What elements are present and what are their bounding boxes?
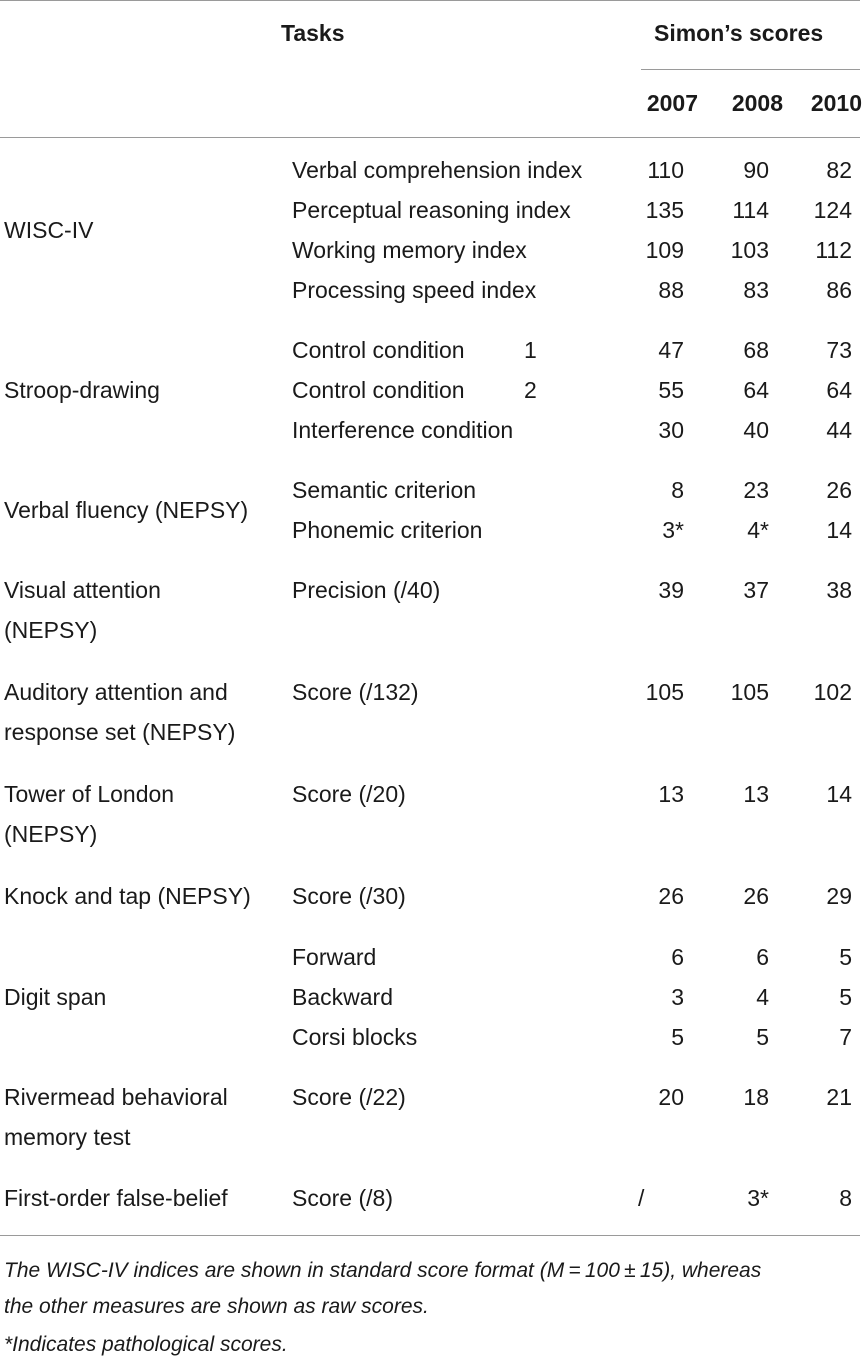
score-cell: 20 (658, 1084, 684, 1110)
measure-label: Corsi blocks (292, 1024, 418, 1050)
scores-header-rule (641, 69, 860, 70)
task-label: WISC-IV (4, 217, 94, 243)
score-cell: 4 (756, 984, 769, 1010)
score-cell: 112 (815, 237, 852, 263)
score-cell: 26 (743, 883, 769, 909)
score-cell: 13 (658, 781, 684, 807)
score-cell: 103 (730, 237, 769, 263)
score-cell: 5 (839, 984, 852, 1010)
score-cell: 5 (839, 944, 852, 970)
score-cell: 55 (658, 377, 684, 403)
measure-label: Score (/132) (292, 679, 419, 705)
score-cell: 86 (826, 277, 852, 303)
task-label: (NEPSY) (4, 617, 98, 643)
score-cell: 7 (839, 1024, 852, 1050)
footnote-2: the other measures are shown as raw scores. (4, 1295, 429, 1318)
year-2008-header: 2008 (731, 90, 783, 116)
task-label: Knock and tap (NEPSY) (4, 883, 251, 909)
task-label: response set (NEPSY) (4, 719, 236, 745)
score-cell: 26 (826, 477, 852, 503)
score-cell: 14 (826, 781, 852, 807)
measure-label: Verbal comprehension index (292, 157, 583, 183)
score-cell: 47 (658, 337, 684, 363)
score-cell: 23 (743, 477, 769, 503)
task-label: Tower of London (4, 781, 175, 807)
score-cell: 73 (826, 337, 852, 363)
task-label: Auditory attention and (4, 679, 228, 705)
score-cell: / (638, 1185, 645, 1211)
score-cell: 8 (671, 477, 684, 503)
score-cell: 6 (671, 944, 684, 970)
year-2010-header: 2010 (810, 90, 862, 116)
measure-label: Working memory index (292, 237, 527, 263)
score-cell: 124 (813, 197, 852, 223)
task-label: Stroop-drawing (4, 377, 160, 403)
score-cell: 105 (645, 679, 684, 705)
measure-label: Control condition (292, 337, 465, 363)
measure-label: Processing speed index (292, 277, 537, 303)
footnote-3: *Indicates pathological scores. (4, 1333, 288, 1356)
score-cell: 64 (743, 377, 769, 403)
score-cell: 6 (756, 944, 769, 970)
score-cell: 18 (743, 1084, 769, 1110)
score-cell: 3* (662, 517, 684, 543)
score-cell: 114 (732, 197, 769, 223)
score-cell: 68 (743, 337, 769, 363)
score-cell: 4* (747, 517, 769, 543)
score-cell: 40 (743, 417, 769, 443)
task-label: memory test (4, 1124, 131, 1150)
header-bottom-rule (0, 137, 860, 138)
score-cell: 39 (658, 577, 684, 603)
measure-label: Precision (/40) (292, 577, 441, 603)
measure-label: Perceptual reasoning index (292, 197, 571, 223)
footnote-1: The WISC-IV indices are shown in standard score format (M = 100 ± 15), whereas (4, 1259, 762, 1282)
score-cell: 135 (645, 197, 684, 223)
score-cell: 5 (671, 1024, 684, 1050)
measure-label: Phonemic criterion (292, 517, 483, 543)
measure-label: Backward (292, 984, 393, 1010)
score-cell: 110 (647, 157, 684, 183)
task-label: Rivermead behavioral (4, 1084, 228, 1110)
task-label: Verbal fluency (NEPSY) (4, 497, 249, 523)
score-cell: 83 (743, 277, 769, 303)
score-cell: 29 (826, 883, 852, 909)
task-label: Digit span (4, 984, 107, 1010)
task-label: (NEPSY) (4, 821, 98, 847)
task-label: First-order false-belief (4, 1185, 228, 1211)
measure-suffix: 1 (524, 337, 537, 363)
measure-label: Forward (292, 944, 377, 970)
score-cell: 102 (813, 679, 852, 705)
score-cell: 105 (730, 679, 769, 705)
measure-label: Score (/20) (292, 781, 406, 807)
measure-label: Control condition (292, 377, 465, 403)
score-cell: 13 (743, 781, 769, 807)
score-cell: 14 (826, 517, 852, 543)
measure-label: Score (/30) (292, 883, 406, 909)
measure-label: Score (/8) (292, 1185, 393, 1211)
score-cell: 64 (826, 377, 852, 403)
score-cell: 82 (826, 157, 852, 183)
year-2007-header: 2007 (646, 90, 698, 116)
score-cell: 44 (826, 417, 852, 443)
score-cell: 37 (743, 577, 769, 603)
measure-label: Semantic criterion (292, 477, 477, 503)
score-cell: 5 (756, 1024, 769, 1050)
measure-label: Score (/22) (292, 1084, 406, 1110)
score-cell: 8 (839, 1185, 852, 1211)
score-cell: 30 (658, 417, 684, 443)
tasks-header: Tasks (281, 20, 345, 46)
task-label: Visual attention (4, 577, 161, 603)
scores-header: Simon’s scores (654, 20, 824, 46)
score-cell: 3* (747, 1185, 769, 1211)
score-cell: 88 (658, 277, 684, 303)
score-cell: 21 (826, 1084, 852, 1110)
score-cell: 109 (645, 237, 684, 263)
score-cell: 26 (658, 883, 684, 909)
score-cell: 38 (826, 577, 852, 603)
score-cell: 90 (743, 157, 769, 183)
bottom-rule (0, 1235, 860, 1236)
measure-suffix: 2 (524, 377, 537, 403)
top-rule (0, 0, 860, 1)
score-cell: 3 (671, 984, 684, 1010)
measure-label: Interference condition (292, 417, 514, 443)
